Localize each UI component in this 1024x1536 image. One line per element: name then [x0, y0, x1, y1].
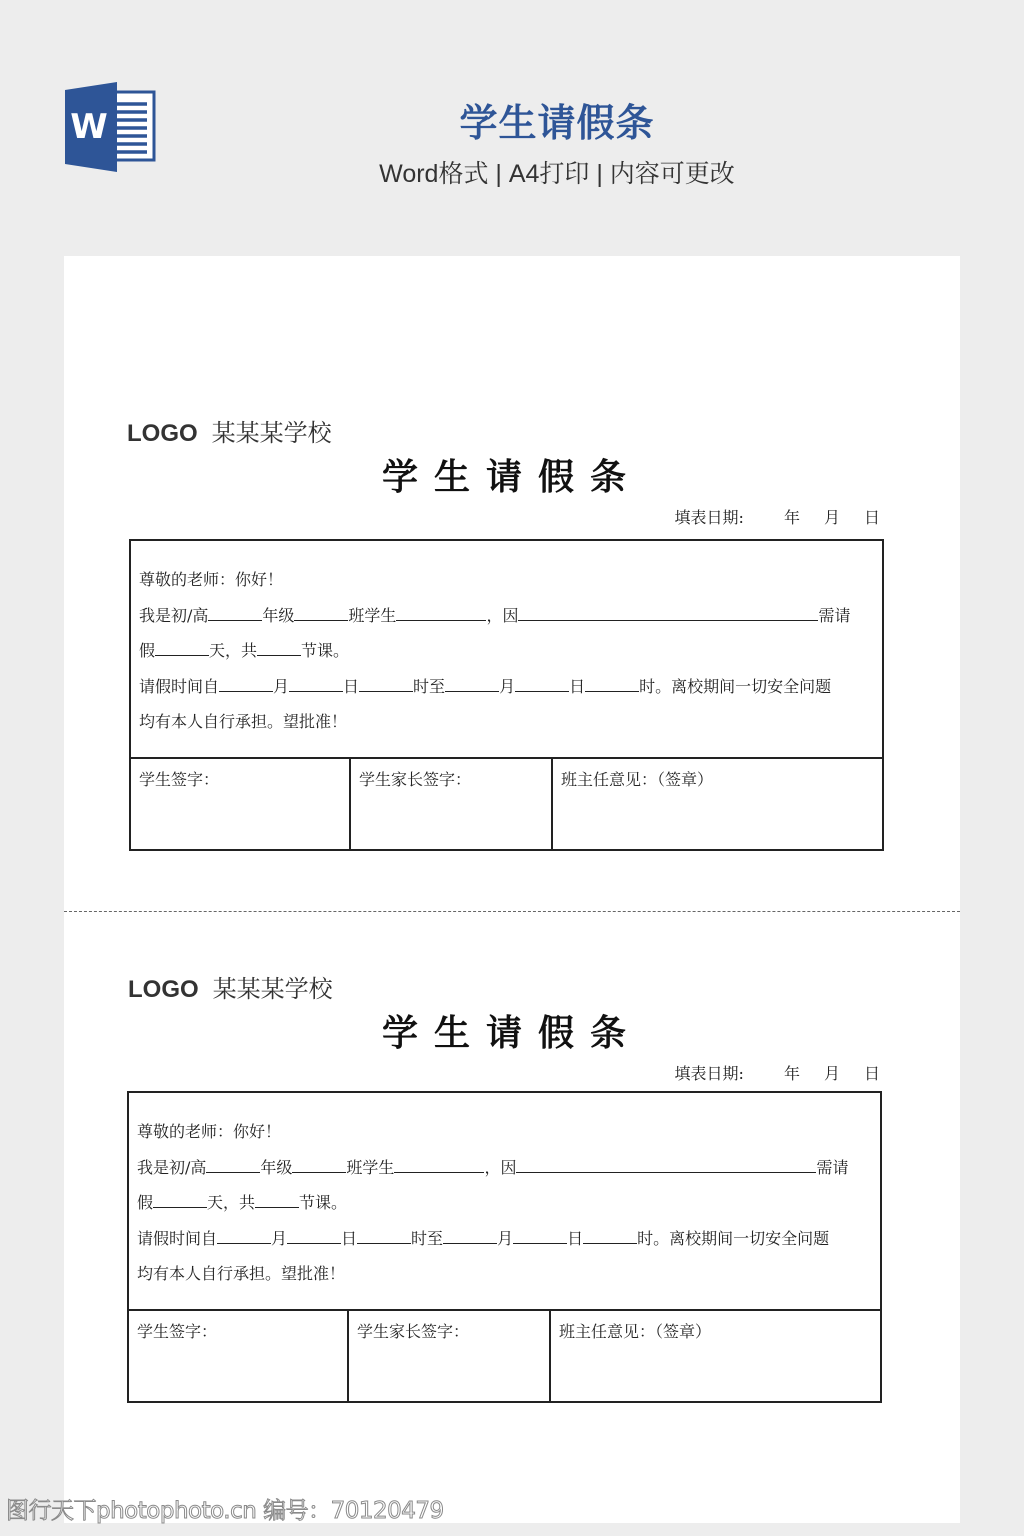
line-responsibility: 均有本人自行承担。望批准！: [139, 712, 348, 731]
fill-date: [675, 1061, 880, 1084]
header-subtitle: Word格式 | A4打印 | 内容可更改: [379, 160, 735, 188]
form-table: [127, 1091, 882, 1403]
date-month: 月: [823, 1064, 840, 1083]
document-page: [64, 256, 960, 1523]
school-header: [127, 413, 332, 448]
teacher-opinion-label: 班主任意见：（签章）: [559, 1322, 712, 1341]
class-blank[interactable]: [292, 1158, 346, 1173]
form-title: 学生请假条: [381, 457, 642, 498]
word-document-icon: [65, 82, 157, 172]
line-time: 请假时间自 月 日 时至 月 日 时。离校期间一切安全问题: [139, 676, 832, 696]
teacher-opinion-cell[interactable]: [553, 759, 882, 849]
header-title: 学生请假条: [459, 101, 655, 145]
form-body: [131, 541, 882, 759]
parent-signature-cell[interactable]: [349, 1311, 551, 1401]
logo-text: LOGO: [127, 420, 198, 447]
days-blank[interactable]: [153, 1193, 207, 1208]
reason-blank[interactable]: [518, 606, 818, 621]
lessons-blank[interactable]: [257, 641, 301, 656]
line-days: 假 天，共 节课。: [139, 641, 350, 660]
parent-signature-label: 学生家长签字：: [359, 770, 472, 789]
line-days: 假 天，共 节课。: [137, 1193, 348, 1212]
line-class-reason: 我是初/高 年级 班学生 ，因 需请: [139, 605, 851, 625]
greeting: 尊敬的老师：你好！: [137, 1122, 282, 1141]
student-signature-label: 学生签字：: [139, 770, 220, 789]
student-signature-label: 学生签字：: [137, 1322, 218, 1341]
date-month: 月: [823, 508, 840, 527]
word-icon-letter: W: [70, 107, 108, 147]
from-hour-blank[interactable]: [359, 677, 413, 692]
student-name-blank[interactable]: [394, 1158, 484, 1173]
school-header: [128, 969, 333, 1004]
to-month-blank[interactable]: [443, 1229, 497, 1244]
class-blank[interactable]: [294, 606, 348, 621]
fill-date: [675, 505, 880, 528]
from-day-blank[interactable]: [287, 1229, 341, 1244]
line-responsibility: 均有本人自行承担。望批准！: [137, 1264, 346, 1283]
date-label: 填表日期:: [674, 508, 744, 527]
school-name: 某某某学校: [211, 420, 332, 447]
logo-text: LOGO: [128, 976, 199, 1003]
to-day-blank[interactable]: [515, 677, 569, 692]
from-hour-blank[interactable]: [357, 1229, 411, 1244]
to-month-blank[interactable]: [445, 677, 499, 692]
student-signature-cell[interactable]: [129, 1311, 349, 1401]
from-month-blank[interactable]: [217, 1229, 271, 1244]
date-year: 年: [783, 1064, 800, 1083]
form-body: [129, 1093, 880, 1311]
grade-blank[interactable]: [208, 606, 262, 621]
reason-blank[interactable]: [516, 1158, 816, 1173]
date-year: 年: [783, 508, 800, 527]
line-class-reason: 我是初/高 年级 班学生 ，因 需请: [137, 1157, 849, 1177]
to-hour-blank[interactable]: [585, 677, 639, 692]
from-day-blank[interactable]: [289, 677, 343, 692]
date-day: 日: [863, 508, 880, 527]
date-label: 填表日期:: [674, 1064, 744, 1083]
cut-line-divider: [64, 911, 960, 912]
parent-signature-cell[interactable]: [351, 759, 553, 849]
student-signature-cell[interactable]: [131, 759, 351, 849]
watermark-text: 图行天下photophoto.cn 编号：70120479: [6, 1498, 444, 1524]
form-title: 学生请假条: [381, 1013, 642, 1054]
lessons-blank[interactable]: [255, 1193, 299, 1208]
school-name: 某某某学校: [212, 976, 333, 1003]
greeting: 尊敬的老师：你好！: [139, 570, 284, 589]
days-blank[interactable]: [155, 641, 209, 656]
line-time: 请假时间自 月 日 时至 月 日 时。离校期间一切安全问题: [137, 1228, 830, 1248]
grade-blank[interactable]: [206, 1158, 260, 1173]
teacher-opinion-cell[interactable]: [551, 1311, 880, 1401]
teacher-opinion-label: 班主任意见：（签章）: [561, 770, 714, 789]
to-hour-blank[interactable]: [583, 1229, 637, 1244]
date-day: 日: [863, 1064, 880, 1083]
student-name-blank[interactable]: [396, 606, 486, 621]
form-table: [129, 539, 884, 851]
to-day-blank[interactable]: [513, 1229, 567, 1244]
from-month-blank[interactable]: [219, 677, 273, 692]
parent-signature-label: 学生家长签字：: [357, 1322, 470, 1341]
